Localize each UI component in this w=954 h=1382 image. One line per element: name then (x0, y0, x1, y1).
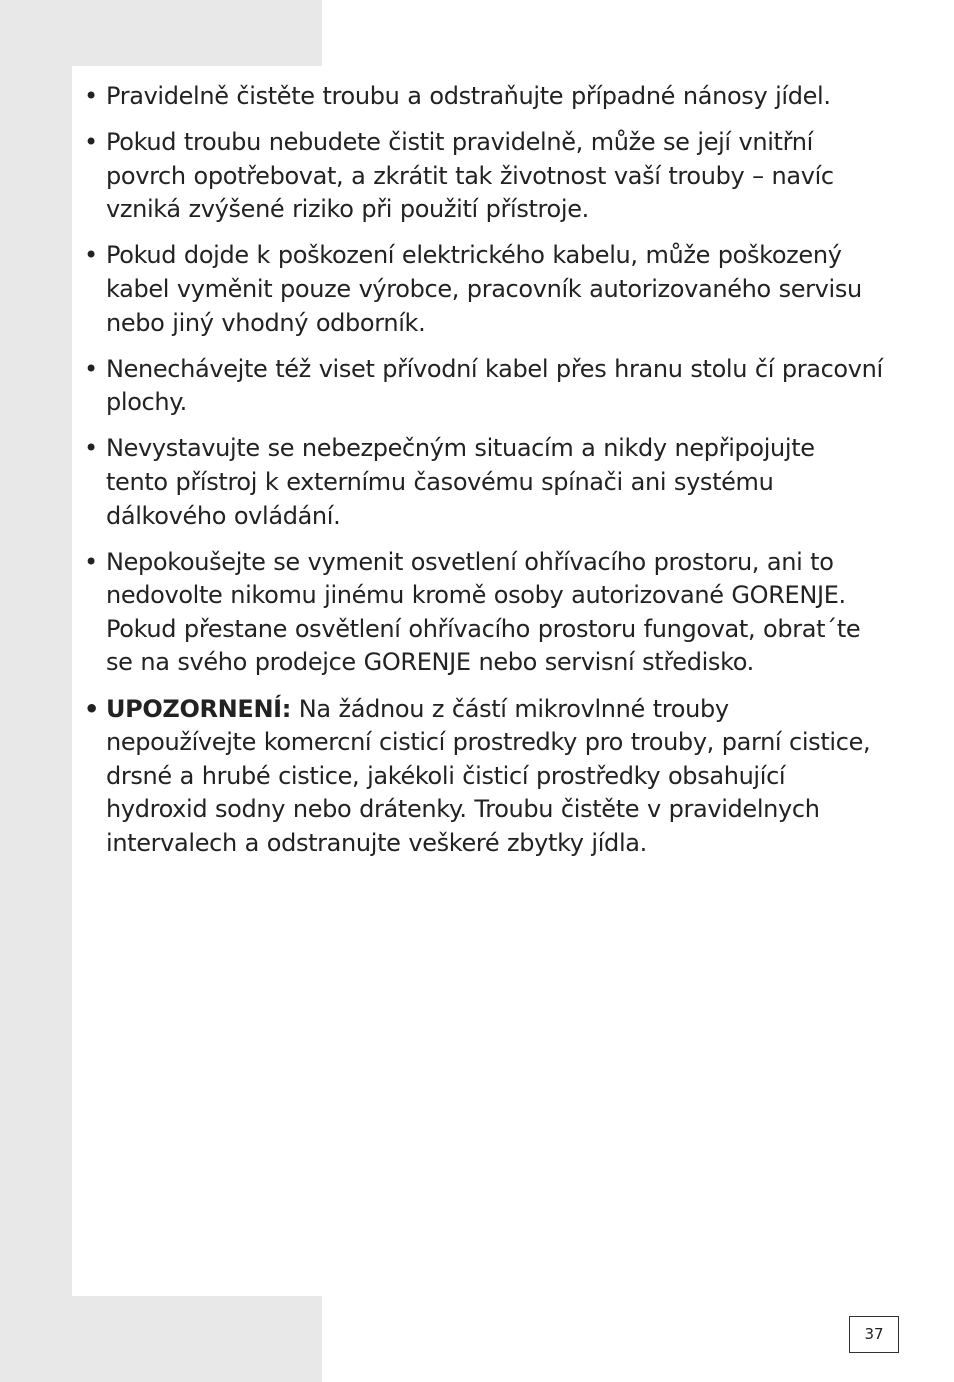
list-item (84, 126, 884, 227)
bullet-icon: • (84, 694, 99, 723)
list-item (84, 80, 884, 114)
warning-label: UPOZORNENÍ: (106, 694, 292, 723)
list-item-text: Pokud troubu nebudete čistit pravidelně, může se její vnitřní povrch opotřebovat, a zkrátit tak životnost vaší trouby – navíc vzniká zvýšené riziko při použití přístroje. (106, 128, 834, 224)
list-item-text: Nepokoušejte se vymenit osvetlení ohřívacího prostoru, ani to nedovolte nikomu jinému kromě osoby autorizované GORENJE. Pokud přestane osvětlení ohřívacího prostoru fungovat, obrat´te se na svého prodejce GORENJE nebo servisní středisko. (106, 547, 861, 677)
list-item (84, 353, 884, 420)
bullet-icon: • (84, 434, 98, 463)
warning-text: Na žádnou z částí mikrovlnné trouby nepoužívejte komercní cisticí prostredky pro trouby, parní cistice, drsné a hrubé cistice, jakékoli čisticí prostředky obsahující hydroxid sodny nebo drátenky. Troubu čistěte v pravidelnych intervalech a odstranujte veškeré zbytky jídla. (106, 694, 871, 857)
list-item (84, 432, 884, 533)
bullet-icon: • (84, 82, 98, 110)
list-item-text: Pravidelně čistěte troubu a odstraňujte případné nánosy jídel. (106, 82, 831, 110)
warning-item (84, 693, 884, 861)
list-item-text: Nevystavujte se nebezpečným situacím a nikdy nepřipojujte tento přístroj k externímu časovému spínači ani systému dálkového ovládání. (106, 434, 815, 530)
list-item (84, 546, 884, 680)
bullet-icon: • (84, 241, 98, 270)
list-item-text: Pokud dojde k poškození elektrického kabelu, může poškozený kabel vyměnit pouze výrobce, pracovník autorizovaného servisu nebo jiný vhodný odborník. (106, 241, 862, 337)
bullet-icon: • (84, 128, 98, 157)
bullet-icon: • (84, 354, 98, 383)
safety-bullet-list (84, 80, 884, 873)
list-item-text: Nenechávejte též viset přívodní kabel přes hranu stolu čí pracovní plochy. (106, 354, 883, 417)
list-item (84, 239, 884, 340)
page-number: 37 (849, 1316, 899, 1353)
bullet-icon: • (84, 547, 98, 576)
